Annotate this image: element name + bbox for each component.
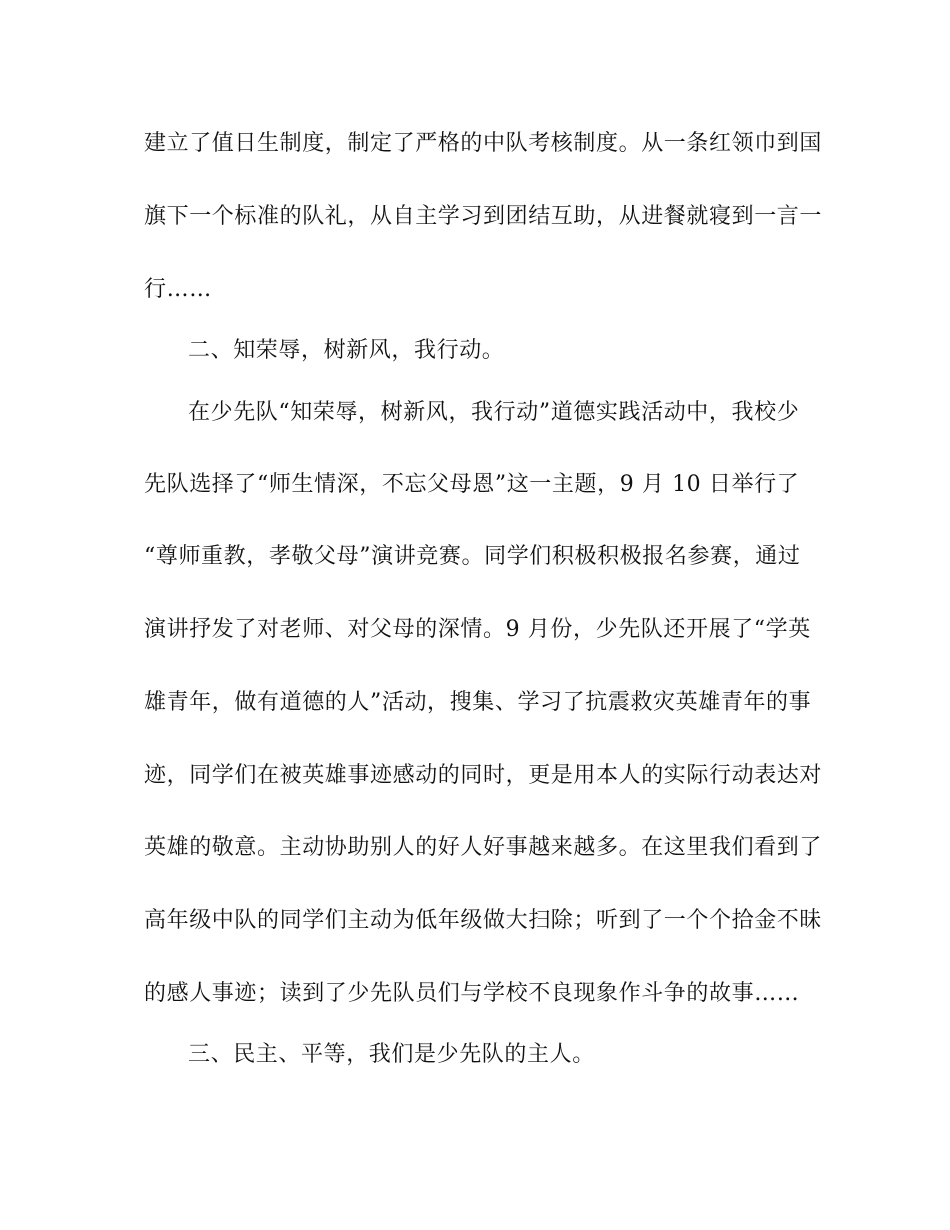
text-line: 雄青年，做有道德的人”活动，搜集、学习了抗震救灾英雄青年的事 [144,690,812,715]
text-line: 英雄的敬意。主动协助别人的好人好事越来越多。在这里我们看到了 [144,835,823,860]
text-line: 高年级中队的同学们主动为低年级做大扫除；听到了一个个拾金不昧 [144,908,823,933]
text-line: 先队选择了“师生情深，不忘父母恩”这一主题，9 月 10 日举行了 [144,472,800,497]
text-line: “尊师重教，孝敬父母”演讲竞赛。同学们积极积极报名参赛，通过 [144,544,801,569]
paragraph-first-line: 在少先队“知荣辱，树新风，我行动”道德实践活动中，我校少 [188,400,800,425]
text-line: 建立了值日生制度，制定了严格的中队考核制度。从一条红领巾到国 [144,131,823,156]
text-line: 的感人事迹；读到了少先队员们与学校不良现象作斗争的故事…… [144,981,800,1006]
text-line: 演讲抒发了对老师、对父母的深情。9 月份，少先队还开展了“学英 [144,617,811,642]
section-heading: 三、民主、平等，我们是少先队的主人。 [188,1042,595,1067]
text-line: 旗下一个标准的队礼，从自主学习到团结互助，从进餐就寝到一言一 [144,204,823,229]
text-line: 迹，同学们在被英雄事迹感动的同时，更是用本人的实际行动表达对 [144,763,823,788]
text-line: 行…… [144,277,212,302]
section-heading: 二、知荣辱，树新风，我行动。 [188,338,505,363]
